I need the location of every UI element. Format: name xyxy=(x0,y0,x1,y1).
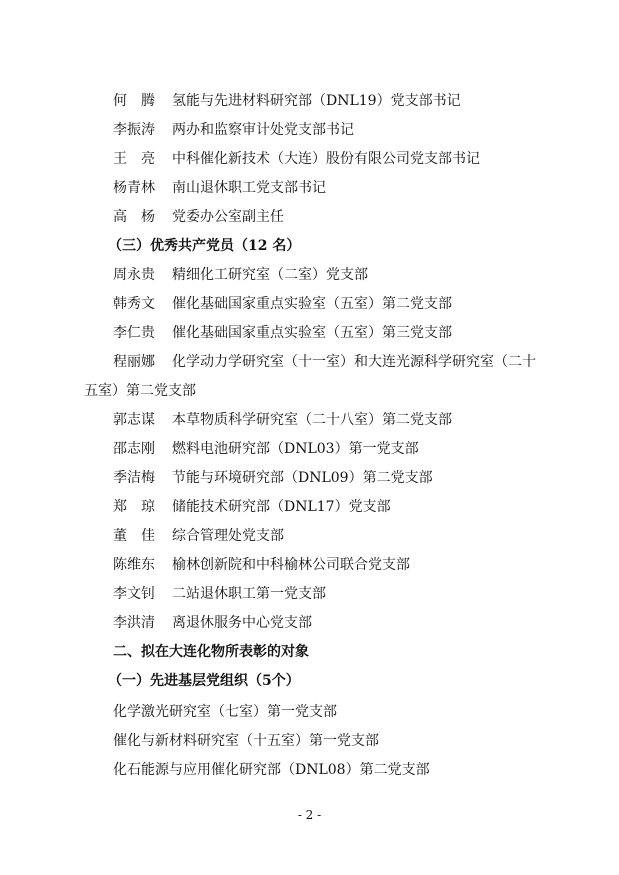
continuation-text: 五室）第二党支部 xyxy=(84,383,196,399)
org-name: 化石能源与应用催化研究部（DNL08）第二党支部 xyxy=(113,762,430,778)
member-name: 陈维东 xyxy=(113,557,155,573)
part-heading-text: 二、拟在大连化物所表彰的对象 xyxy=(113,644,309,660)
section-heading-text: （一）先进基层党组织（5个） xyxy=(108,673,300,689)
member-affiliation: 离退休服务中心党支部 xyxy=(172,615,312,631)
member-affiliation: 精细化工研究室（二室）党支部 xyxy=(172,267,368,283)
page-number: - 2 - xyxy=(297,808,322,822)
member-entry xyxy=(0,525,619,547)
member-affiliation: 中科催化新技术（大连）股份有限公司党支部书记 xyxy=(172,151,480,167)
member-entry xyxy=(0,351,619,373)
section-heading xyxy=(0,670,619,692)
member-affiliation: 两办和监察审计处党支部书记 xyxy=(172,122,354,138)
member-affiliation: 二站退休职工第一党支部 xyxy=(172,586,326,602)
wrapped-line xyxy=(0,380,619,402)
member-name: 董 佳 xyxy=(113,528,155,544)
org-entry xyxy=(0,759,619,781)
member-entry xyxy=(0,177,619,199)
member-entry xyxy=(0,438,619,460)
member-entry xyxy=(0,206,619,228)
member-name: 王 亮 xyxy=(113,151,155,167)
member-name: 李洪清 xyxy=(113,615,155,631)
member-entry xyxy=(0,583,619,605)
member-name: 李振涛 xyxy=(113,122,155,138)
section-heading xyxy=(0,235,619,257)
member-affiliation: 燃料电池研究部（DNL03）第一党支部 xyxy=(172,441,419,457)
member-entry xyxy=(0,90,619,112)
member-entry xyxy=(0,148,619,170)
member-affiliation: 储能技术研究部（DNL17）党支部 xyxy=(172,499,391,515)
member-entry xyxy=(0,119,619,141)
member-entry xyxy=(0,612,619,634)
member-name: 周永贵 xyxy=(113,267,155,283)
member-affiliation: 催化基础国家重点实验室（五室）第二党支部 xyxy=(172,296,452,312)
member-name: 郭志谋 xyxy=(113,412,155,428)
member-entry xyxy=(0,467,619,489)
member-name: 季洁梅 xyxy=(113,470,155,486)
member-name: 李仁贵 xyxy=(113,325,155,341)
member-affiliation: 催化基础国家重点实验室（五室）第三党支部 xyxy=(172,325,452,341)
org-name: 催化与新材料研究室（十五室）第一党支部 xyxy=(113,733,379,749)
member-name: 杨青林 xyxy=(113,180,155,196)
member-entry xyxy=(0,264,619,286)
member-entry xyxy=(0,409,619,431)
member-name: 高 杨 xyxy=(113,209,155,225)
member-name: 邵志刚 xyxy=(113,441,155,457)
part-heading xyxy=(0,641,619,663)
member-name: 李文钊 xyxy=(113,586,155,602)
member-entry xyxy=(0,554,619,576)
member-entry xyxy=(0,322,619,344)
org-entry xyxy=(0,701,619,723)
member-affiliation: 南山退休职工党支部书记 xyxy=(172,180,326,196)
member-name: 韩秀文 xyxy=(113,296,155,312)
member-name: 程丽娜 xyxy=(113,354,155,370)
member-entry xyxy=(0,293,619,315)
member-affiliation: 节能与环境研究部（DNL09）第二党支部 xyxy=(172,470,433,486)
org-entry xyxy=(0,730,619,752)
member-name: 何 腾 xyxy=(113,93,155,109)
member-affiliation: 综合管理处党支部 xyxy=(172,528,284,544)
member-affiliation: 榆林创新院和中科榆林公司联合党支部 xyxy=(172,557,410,573)
section-heading-text: （三）优秀共产党员（12 名） xyxy=(108,238,301,254)
member-affiliation: 本草物质科学研究室（二十八室）第二党支部 xyxy=(172,412,452,428)
member-entry xyxy=(0,496,619,518)
member-affiliation: 氢能与先进材料研究部（DNL19）党支部书记 xyxy=(172,93,461,109)
org-name: 化学激光研究室（七室）第一党支部 xyxy=(113,704,337,720)
member-affiliation: 党委办公室副主任 xyxy=(172,209,284,225)
member-name: 郑 琼 xyxy=(113,499,155,515)
member-affiliation: 化学动力学研究室（十一室）和大连光源科学研究室（二十 xyxy=(172,354,536,370)
